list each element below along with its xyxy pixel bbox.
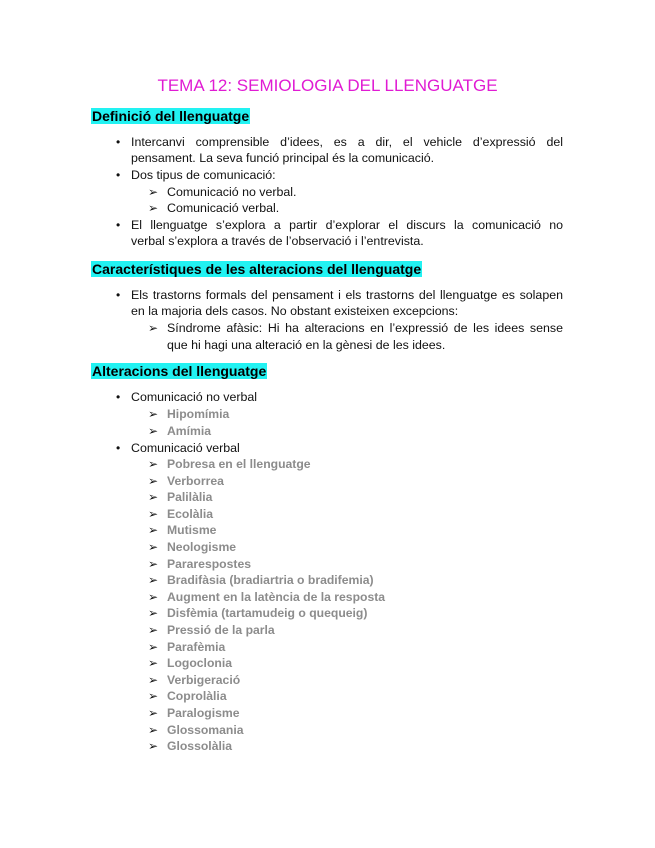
verbal-item: Ecolàlia (167, 506, 214, 521)
arrow-icon: ➢ (148, 556, 159, 571)
verbal-item: Pressió de la parla (167, 623, 275, 637)
arrow-icon: ➢ (148, 185, 159, 199)
arrow-icon: ➢ (148, 672, 159, 687)
arrow-icon: ➢ (148, 457, 159, 471)
verbal-item: Augment en la latència de la resposta (167, 589, 386, 604)
caracteristiques-sub1-line2: que hi hagi una alteració en la gènesi de les idees. (167, 338, 446, 352)
verbal-item: Glossomania (167, 722, 244, 737)
definicio-sub-item: Comunicació verbal. (167, 201, 280, 215)
bullet-icon: • (116, 218, 121, 232)
arrow-icon: ➢ (148, 722, 159, 737)
definicio-sub-item: Comunicació no verbal. (167, 185, 297, 199)
arrow-icon: ➢ (148, 656, 159, 671)
arrow-icon: ➢ (148, 706, 159, 720)
definicio-item1-line1: Intercanvi comprensible d’idees, es a dir, el vehicle d’expressió del (131, 135, 563, 149)
heading-alteracions: Alteracions del llenguatge (92, 363, 267, 379)
arrow-icon: ➢ (148, 321, 159, 335)
caracteristiques-item1-line2: en la majoria dels casos. No obstant existeixen excepcions: (131, 304, 459, 318)
definicio-item2: Dos tipus de comunicació: (131, 168, 276, 182)
verbal-item: Palilàlia (167, 490, 213, 505)
arrow-icon: ➢ (148, 639, 159, 654)
no-verbal-item: Hipomímia (167, 407, 230, 421)
bullet-icon: • (116, 390, 121, 404)
verbal-item: Verborrea (167, 473, 224, 488)
arrow-icon: ➢ (148, 573, 159, 588)
arrow-icon: ➢ (148, 490, 159, 505)
definicio-item1-line2: pensament. La seva funció principal és la comunicació. (131, 151, 435, 165)
verbal-item: Pararespostes (167, 556, 252, 571)
caracteristiques-sub1-line1: Síndrome afàsic: Hi ha alteracions en l’expressió de les idees sense (167, 321, 563, 335)
no-verbal-item: Amímia (167, 424, 212, 438)
arrow-icon: ➢ (148, 540, 159, 554)
bullet-icon: • (116, 168, 121, 182)
verbal-item: Logoclonia (167, 656, 232, 671)
verbal-item: Neologisme (167, 540, 237, 554)
verbal-item: Verbigeració (167, 672, 241, 687)
definicio-item3-line1: El llenguatge s’explora a partir d’explorar el discurs la comunicació no (131, 218, 563, 232)
arrow-icon: ➢ (148, 606, 159, 621)
verbal-item: Pobresa en el llenguatge (167, 457, 311, 471)
arrow-icon: ➢ (148, 407, 159, 421)
heading-definicio: Definició del llenguatge (92, 108, 250, 124)
verbal-item: Glossolàlia (167, 739, 233, 754)
bullet-icon: • (116, 441, 121, 455)
verbal-item: Disfèmia (tartamudeig o quequeig) (167, 606, 368, 621)
arrow-icon: ➢ (148, 201, 159, 215)
bullet-icon: • (116, 288, 121, 302)
arrow-icon: ➢ (148, 523, 159, 538)
arrow-icon: ➢ (148, 473, 159, 488)
verbal-item: Mutisme (167, 523, 217, 538)
arrow-icon: ➢ (148, 623, 159, 637)
heading-caracteristiques: Característiques de les alteracions del llenguatge (92, 261, 422, 277)
verbal-item: Coprolàlia (167, 689, 227, 704)
arrow-icon: ➢ (148, 424, 159, 438)
page-title: TEMA 12: SEMIOLOGIA DEL LLENGUATGE (157, 76, 498, 95)
arrow-icon: ➢ (148, 689, 159, 704)
definicio-item3-line2: verbal s’explora a través de l’observació i l’entrevista. (131, 234, 424, 248)
verbal-item: Paralogisme (167, 706, 240, 720)
alteracions-no-verbal: Comunicació no verbal (131, 390, 258, 404)
bullet-icon: • (116, 135, 121, 149)
arrow-icon: ➢ (148, 739, 159, 754)
verbal-item: Bradifàsia (bradiartria o bradifemia) (167, 573, 374, 588)
caracteristiques-item1-line1: Els trastorns formals del pensament i els trastorns del llenguatge es solapen (131, 288, 563, 302)
arrow-icon: ➢ (148, 506, 159, 521)
alteracions-verbal: Comunicació verbal (131, 441, 240, 455)
arrow-icon: ➢ (148, 589, 159, 604)
verbal-item: Parafèmia (167, 639, 226, 654)
